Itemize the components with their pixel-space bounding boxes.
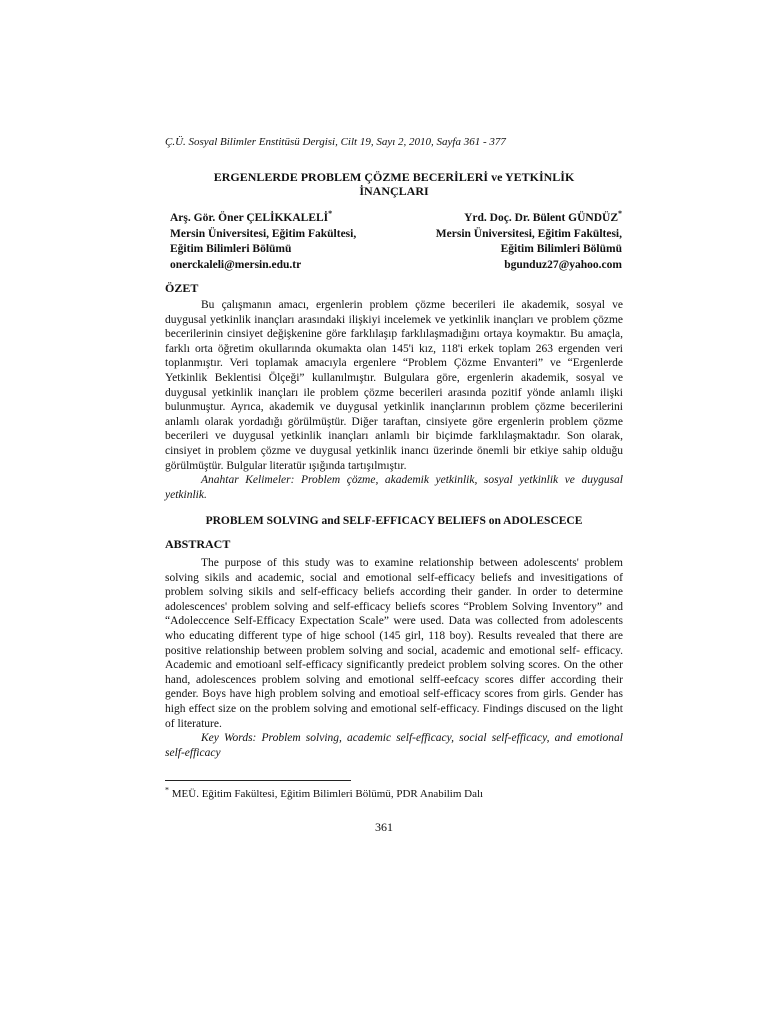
paper-title-tr	[165, 170, 623, 198]
footnote-divider	[165, 780, 351, 781]
author-left-email: onerckaleli@mersin.edu.tr	[170, 258, 302, 271]
footnote	[165, 785, 623, 800]
author-right-affiliation1: Mersin Üniversitesi, Eğitim Fakültesi,	[435, 227, 622, 240]
ozet-heading: ÖZET	[165, 281, 199, 295]
abstract-section	[165, 556, 623, 760]
footnote-text: MEÜ. Eğitim Fakültesi, Eğitim Bilimleri Bölümü, PDR Anabilim Dalı	[169, 788, 484, 800]
paper-title-line2: İNANÇLARI	[359, 184, 429, 198]
page-number: 361	[375, 820, 393, 834]
abstract-body: The purpose of this study was to examine relationship between adolescents' problem solving sikils and academic, social and emotional self-efficacy beliefs and invesitigations of problem solving sikils and self-efficacy beliefs according their gander. In order to determine adolescences' problem solving and self-efficacy beliefs scores “Problem Solving Inventory” and “Adoleccence Self-Efficacy Expectation Scale” were used. Data was collected from adolescents who educating different type of hige school (145 girl, 118 boy). Results revealed that there are positive relationship between problem solving and social, academic and emotional self- efficacy. Academic and emotioanl self-efficacy significantly predeict problem solving scores. On the other hand, adolescences problem solving and emotional selff-eefcacy scores differ according their gender. Boys have high problem solving and emotioal self-efficacy scores from girls. Gender has high effect size on the problem solving and emotional self-efficacy. Findings discused on the light of literature.	[165, 557, 623, 730]
author-right-footnote-mark: *	[618, 209, 622, 219]
ozet-keywords: Anahtar Kelimeler: Problem çözme, akademik yetkinlik, sosyal yetkinlik ve duygusal yetkinlik.	[165, 474, 623, 501]
abstract-keywords: Key Words: Problem solving, academic self-efficacy, social self-efficacy, and emotional self-efficacy	[165, 732, 623, 759]
author-right	[382, 211, 622, 273]
author-left-footnote-mark: *	[328, 209, 333, 219]
author-left-affiliation1: Mersin Üniversitesi, Eğitim Fakültesi,	[170, 227, 357, 240]
footnote-mark: *	[165, 785, 169, 795]
author-right-affiliation2: Eğitim Bilimleri Bölümü	[500, 243, 622, 255]
journal-header: Ç.Ü. Sosyal Bilimler Enstitüsü Dergisi, Cilt 19, Sayı 2, 2010, Sayfa 361 - 377	[165, 136, 506, 148]
abstract-heading: ABSTRACT	[165, 537, 231, 551]
author-right-email: bgunduz27@yahoo.com	[504, 258, 622, 271]
author-left-affiliation2: Eğitim Bilimleri Bölümü	[170, 243, 292, 255]
author-left	[170, 211, 400, 273]
paper-title-en: PROBLEM SOLVING and SELF-EFFICACY BELIEFS on ADOLESCECE	[205, 515, 583, 527]
author-left-name: Arş. Gör. Öner ÇELİKKALELİ	[170, 212, 329, 224]
ozet-section	[165, 298, 623, 502]
author-right-name: Yrd. Doç. Dr. Bülent GÜNDÜZ	[464, 212, 618, 224]
ozet-body: Bu çalışmanın amacı, ergenlerin problem çözme becerileri ile akademik, sosyal ve duygusal yetkinlik inançları arasındaki ilişkiyi incelemek ve yetkinlik inançları ve problem çözme becerilerinin cinsiyet değişkenine göre farklılaşıp farklılaşmadığını ortaya koymaktır. Bu amaçla, farklı orta öğretim okullarında okumakta olan 145'i kız, 118'i erkek toplam 263 ergenden veri toplanmıştır. Veri toplamak amacıyla ergenlere “Problem Çözme Envanteri” ve “Ergenlerde Yetkinlik Beklentisi Ölçeği” kullanılmıştır. Bulgulara göre, ergenlerin akademik, sosyal ve duygusal yetkinlik inançları ile problem çözme becerileri arasında pozitif yönde anlamlı ilişki bulunmuştur. Ayrıca, akademik ve duygusal yetkinlik inançlarının problem çözme becerilerini anlamlı olarak yordadığı görülmüştür. Diğer taraftan, cinsiyete göre ergenlerin problem çözme becerileri ve duygusal yetkinlik inançları anlamlı bir biçimde farklılaşmaktadır. Son olarak, cinsiyet in problem çözme ve duygusal yetkinlik inancı üzerinde önemli bir etkiye sahip olduğu görülmüştür. Bulgular literatür ışığında tartışılmıştır.	[165, 299, 623, 472]
paper-title-line1: ERGENLERDE PROBLEM ÇÖZME BECERİLERİ ve YETKİNLİK	[213, 170, 575, 184]
